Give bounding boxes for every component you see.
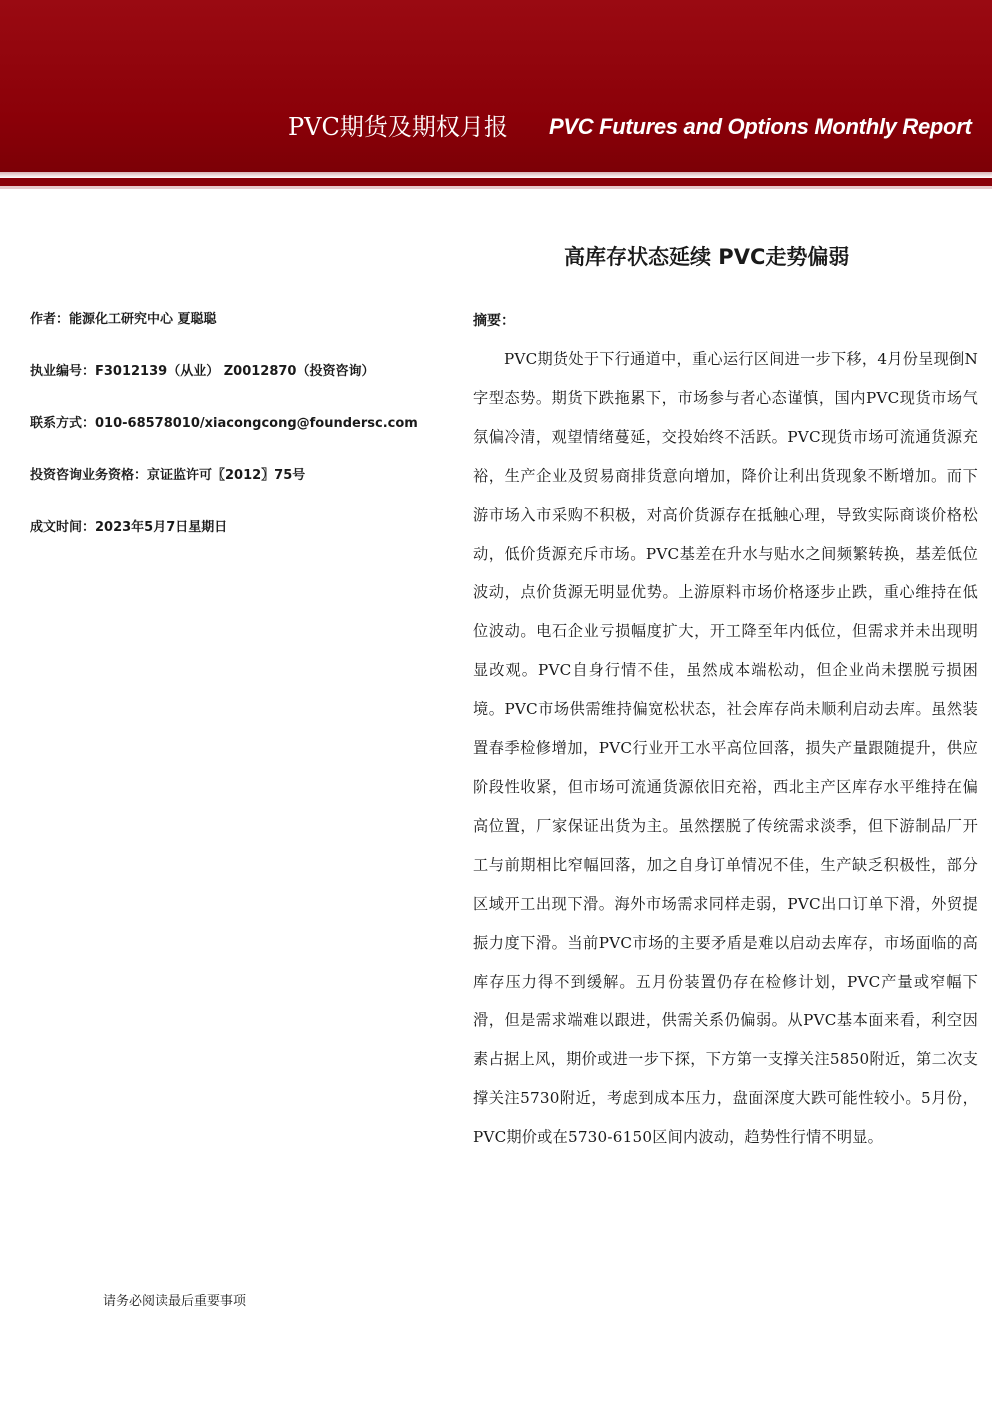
abstract-body: PVC期货处于下行通道中，重心运行区间进一步下移，4月份呈现倒N字型态势。期货下跌拖累下，市场参与者心态谨慎，国内PVC现货市场气氛偏冷清，观望情绪蔓延，交投始终不活跃。PVC现货市场可流通货源充裕，生产企业及贸易商排货意向增加，降价让利出货现象不断增加。而下游市场入市采购不积极，对高价货源存在抵触心理，导致实际商谈价格松动，低价货源充斥市场。PVC基差在升水与贴水之间频繁转换，基差低位波动，点价货源无明显优势。上游原料市场价格逐步止跌，重心维持在低位波动。电石企业亏损幅度扩大，开工降至年内低位，但需求并未出现明显改观。PVC自身行情不佳，虽然成本端松动，但企业尚未摆脱亏损困境。PVC市场供需维持偏宽松状态，社会库存尚未顺利启动去库。虽然装置春季检修增加，PVC行业开工水平高位回落，损失产量跟随提升，供应阶段性收紧，但市场可流通货源依旧充裕，西北主产区库存水平维持在偏高位置，厂家保证出货为主。虽然摆脱了传统需求淡季，但下游制品厂开工与前期相比窄幅回落，加之自身订单情况不佳，生产缺乏积极性，部分区域开工出现下滑。海外市场需求同样走弱，PVC出口订单下滑，外贸提振力度下滑。当前PVC市场的主要矛盾是难以启动去库存，市场面临的高库存压力得不到缓解。五月份装置仍存在检修计划，PVC产量或窄幅下滑，但是需求端难以跟进，供需关系仍偏弱。从PVC基本面来看，利空因素占据上风，期价或进一步下探，下方第一支撑关注5850附近，第二次支撑关注5730附近，考虑到成本压力，盘面深度大跌可能性较小。5月份，PVC期价或在5730-6150区间内波动，趋势性行情不明显。 <box>473 350 978 1147</box>
contact-info: 联系方式：010-68578010/xiacongcong@foundersc.com <box>30 416 418 431</box>
publish-date: 成文时间：2023年5月7日星期日 <box>30 520 228 535</box>
report-title: 高库存状态延续 PVC走势偏弱 <box>564 245 850 269</box>
license-number: 执业编号：F3012139（从业） Z0012870（投资咨询） <box>30 364 375 379</box>
header-banner <box>0 0 992 172</box>
header-divider <box>0 178 992 186</box>
author: 作者：能源化工研究中心 夏聪聪 <box>30 312 217 327</box>
abstract-heading: 摘要： <box>473 313 515 329</box>
qualification: 投资咨询业务资格：京证监许可〖2012〗75号 <box>30 468 306 483</box>
header-divider-light <box>0 186 992 189</box>
report-series-title-en: PVC Futures and Options Monthly Report <box>549 114 972 139</box>
report-series-title-cn: PVC期货及期权月报 <box>288 113 508 141</box>
disclaimer-note: 请务必阅读最后重要事项 <box>103 1294 247 1309</box>
